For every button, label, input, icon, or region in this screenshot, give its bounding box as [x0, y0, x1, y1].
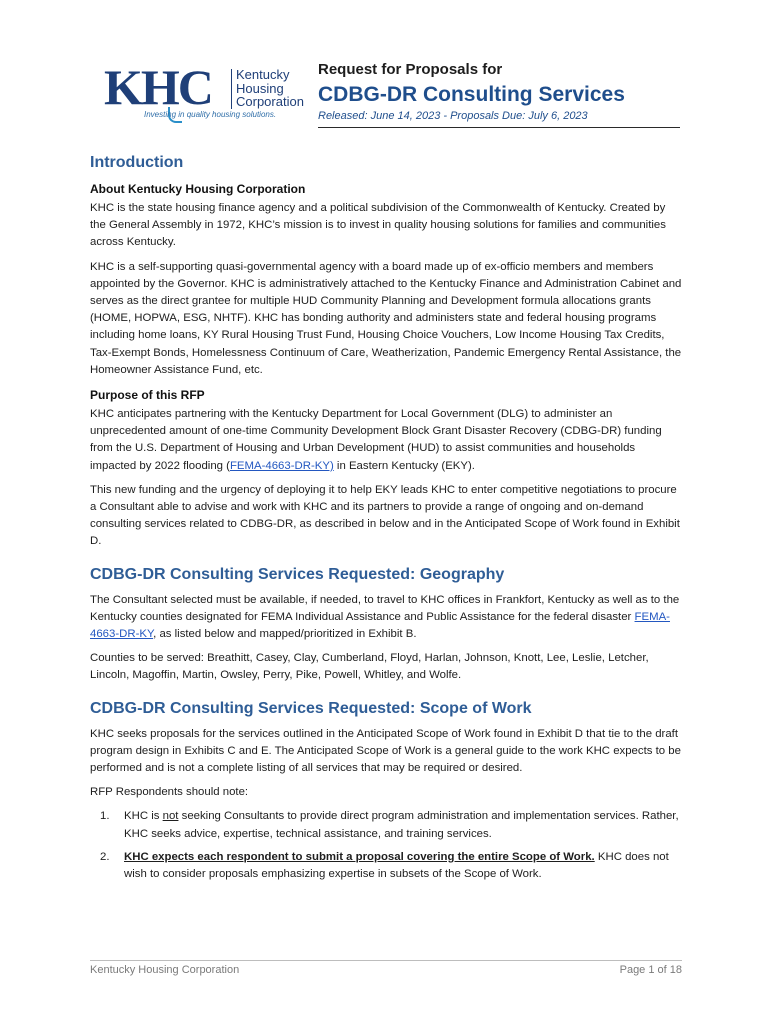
list-item	[90, 808, 682, 842]
about-heading: About Kentucky Housing Corporation	[90, 182, 306, 196]
item2-bold-wrap	[124, 851, 595, 863]
logo-name	[236, 68, 304, 109]
item2-bold: KHC expects each respondent to submit a proposal covering the entire Scope of Work.	[124, 850, 595, 863]
geography-p1-text: The Consultant selected must be available, if needed, to travel to KHC offices in Frankfort, Kentucky as well as to the Kentucky counties designated for FEMA Individual Assistance and Public Assistance for the federal disaster	[90, 593, 680, 623]
fema-link-2[interactable]: FEMA-4663-DR-KY	[90, 610, 670, 641]
list-item	[90, 849, 682, 883]
geography-paragraph-1	[90, 592, 682, 644]
logo-name-line3: Corporation	[236, 94, 304, 109]
list-item-number: 2.	[100, 850, 110, 863]
list-item-text	[100, 849, 682, 883]
geography-p1-tail: , as listed below and mapped/prioritized in Exhibit B.	[153, 628, 417, 641]
fema-link[interactable]: FEMA-4663-DR-KY)	[229, 459, 334, 472]
respondent-notes-list	[90, 808, 682, 883]
list-item-number: 1.	[100, 810, 110, 823]
scope-paragraph-1: KHC seeks proposals for the services outlined in the Anticipated Scope of Work found in Exhibit D that tie to the draft program design in Exhibits C and E. The Anticipated Scope of Work is a general guide to the work KHC expects to be performed and is not a complete listing of all services that may be required or desired.	[90, 727, 681, 775]
logo-name-line1: Kentucky	[236, 67, 290, 82]
rfp-subtitle: Request for Proposals for	[318, 61, 503, 78]
khc-logo	[104, 59, 304, 130]
item1-after: seeking Consultants to provide direct program administration and implementation services. Rather, KHC seeks advice, expertise, technical assistance, and training services.	[124, 810, 679, 840]
geography-heading: CDBG-DR Consulting Services Requested: Geography	[90, 565, 505, 583]
logo-name-line2: Housing	[236, 80, 284, 96]
purpose-paragraph-1	[90, 406, 682, 475]
scope-heading: CDBG-DR Consulting Services Requested: Scope of Work	[90, 699, 532, 717]
purpose-heading: Purpose of this RFP	[90, 388, 205, 403]
footer-rule	[90, 960, 682, 961]
rfp-dates: Released: June 14, 2023 - Proposals Due: July 6, 2023	[318, 110, 588, 122]
logo-divider	[231, 69, 232, 109]
purpose-p1-tail: in Eastern Kentucky (EKY).	[333, 459, 475, 472]
footer-org: Kentucky Housing Corporation	[90, 964, 240, 976]
purpose-paragraph-2: This new funding and the urgency of deploying it to help EKY leads KHC to enter competitive negotiations to procure a Consultant able to advise and work with KHC and its partners to provide a range of ongoing and on-demand consulting services related to CDBG-DR, as described in below and in the Anticipated Scope of Work found in Exhibit D.	[90, 483, 680, 548]
item1-before: KHC is	[124, 810, 163, 823]
list-item-text	[100, 808, 682, 842]
introduction-heading: Introduction	[90, 154, 184, 171]
logo-letters: KHC	[104, 59, 212, 115]
rfp-title: CDBG-DR Consulting Services	[318, 83, 625, 106]
counties-paragraph: Counties to be served: Breathitt, Casey, Clay, Cumberland, Floyd, Harlan, Johnson, Knott, Lee, Leslie, Letcher, Lincoln, Magoffin, Martin, Owsley, Perry, Pike, Powell, Whitley, and Wolfe.	[90, 652, 649, 682]
purpose-p1-text: KHC anticipates partnering with the Kentucky Department for Local Government (DLG) to administer an unprecedented amount of one-time Community Development Block Grant Disaster Recovery (CDBG-DR) funding from the U.S. Department of Housing and Urban Development (HUD) to assist communities and households impacted by 2022 flooding (	[90, 408, 662, 472]
logo-tagline: Investing in quality housing solutions.	[144, 110, 277, 119]
header-rule	[318, 127, 680, 128]
about-paragraph-2: KHC is a self-supporting quasi-governmental agency with a board made up of ex-officio members and members appointed by the Governor. KHC is administratively attached to the Kentucky Finance and Administration Cabinet and serves as the direct grantee for multiple HUD Community Planning and Development formula allocations grants (HOME, HOPWA, ESG, NHTF). KHC has bonding authority and administers state and federal housing programs including home loans, KY Rural Housing Trust Fund, Housing Choice Vouchers, Low Income Housing Tax Credits, Tax-Exempt Bonds, Homelessness Continuum of Care, Weatherization, Pandemic Emergency Rental Assistance, the Homeowner Assistance Fund, etc.	[90, 260, 682, 376]
about-paragraph-1: KHC is the state housing finance agency and a political subdivision of the Commonwealth of Kentucky. Created by the General Assembly in 1972, KHC’s mission is to invest in quality housing solutions for families and communities across Kentucky.	[90, 202, 666, 249]
item1-emphasis: not	[162, 810, 179, 823]
main-content	[90, 152, 682, 889]
scope-paragraph-2: RFP Respondents should note:	[90, 786, 249, 799]
item2-after: KHC does not wish to consider proposals emphasizing expertise in subsets of the Scope of Work.	[124, 850, 669, 881]
footer-page-number: Page 1 of 18	[619, 964, 682, 976]
